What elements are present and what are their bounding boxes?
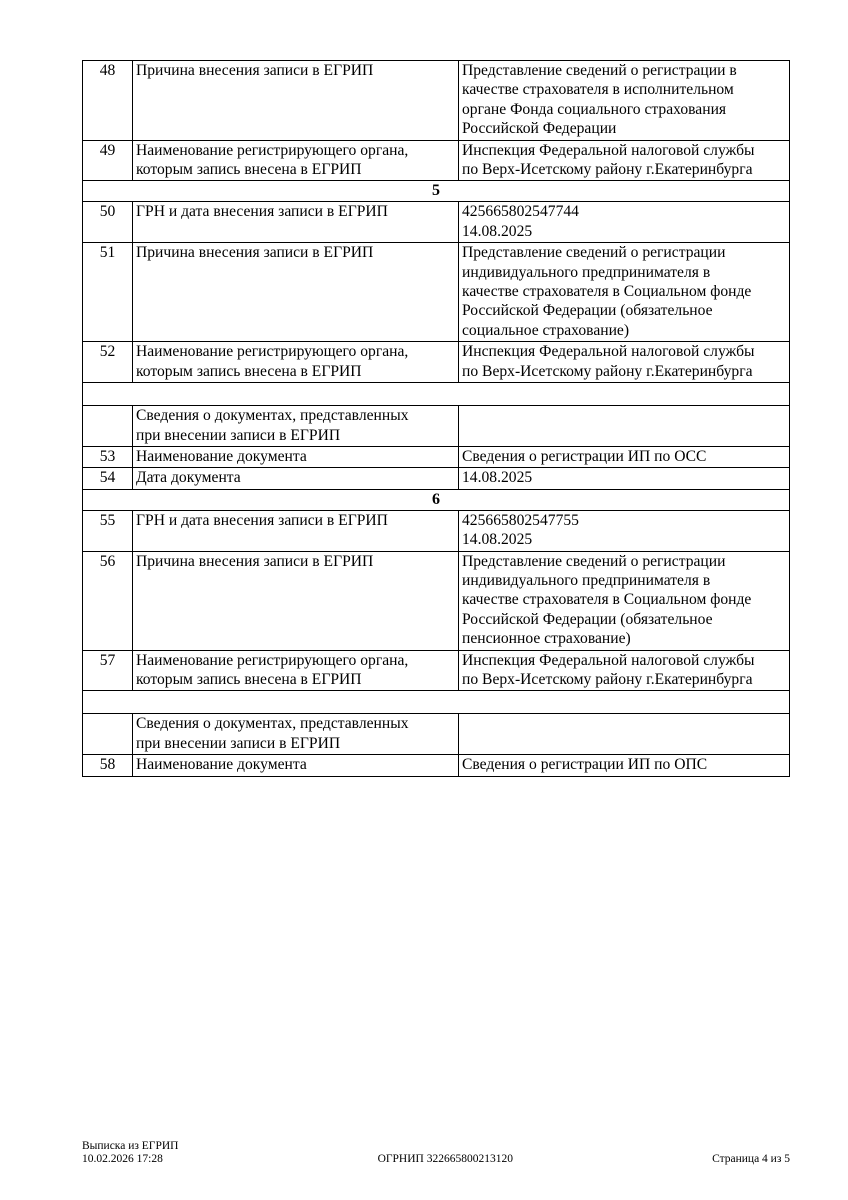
field-label-line: Наименование документа [136, 756, 307, 774]
table-row-record-49 [83, 140, 790, 181]
field-value-line: Российской Федерации [462, 120, 617, 138]
field-label-line: Причина внесения записи в ЕГРИП [136, 244, 374, 262]
field-label-line: которым запись внесена в ЕГРИП [136, 161, 362, 179]
field-value-line: по Верх-Исетскому району г.Екатеринбурга [462, 161, 753, 179]
table-row-record-52 [83, 342, 790, 383]
table-row-section [83, 181, 790, 202]
spacer-cell [83, 691, 790, 714]
table-row-record-55 [83, 510, 790, 551]
field-label-line: при внесении записи в ЕГРИП [136, 426, 341, 444]
field-label-line: Сведения о документах, представленных [136, 715, 409, 733]
field-value-line: индивидуального предпринимателя в [462, 571, 711, 589]
field-value-line: пенсионное страхование) [462, 630, 631, 648]
row-number-cell [83, 714, 133, 755]
field-value-cell [459, 243, 790, 342]
field-value-line: 425665802547755 [462, 511, 579, 529]
field-value-line: 14.08.2025 [462, 531, 533, 549]
page-footer [82, 1140, 790, 1165]
field-label-line: Наименование регистрирующего органа, [136, 343, 409, 361]
section-number: 6 [83, 489, 790, 510]
field-value-line: Инспекция Федеральной налоговой службы [462, 343, 755, 361]
field-label-line: Наименование регистрирующего органа, [136, 141, 409, 159]
field-value-line: 14.08.2025 [462, 222, 533, 240]
field-label-line: которым запись внесена в ЕГРИП [136, 670, 362, 688]
footer-print-datetime: 10.02.2026 17:28 [82, 1152, 163, 1165]
spacer-cell [83, 383, 790, 406]
field-value-cell [459, 650, 790, 691]
row-number-cell: 57 [83, 650, 133, 691]
row-number-cell: 49 [83, 140, 133, 181]
section-number: 5 [83, 181, 790, 202]
field-value-cell [459, 140, 790, 181]
field-value-line: Российской Федерации (обязательное [462, 302, 713, 320]
field-value-line: по Верх-Исетскому району г.Екатеринбурга [462, 670, 753, 688]
table-row-spacer [83, 691, 790, 714]
field-value-cell [459, 202, 790, 243]
table-row-record-50 [83, 202, 790, 243]
field-value-cell [459, 446, 790, 467]
field-value-line: Представление сведений о регистрации [462, 552, 726, 570]
field-value-line: качестве страхователя в исполнительном [462, 81, 734, 99]
row-number-cell: 53 [83, 446, 133, 467]
field-value-cell [459, 510, 790, 551]
field-label-line: Причина внесения записи в ЕГРИП [136, 62, 374, 79]
field-label-cell [133, 406, 459, 447]
footer-doc-type: Выписка из ЕГРИП [82, 1140, 179, 1152]
row-number-cell: 55 [83, 510, 133, 551]
field-label-cell [133, 650, 459, 691]
row-number-cell: 56 [83, 551, 133, 650]
table-row-subheader [83, 714, 790, 755]
row-number-cell: 50 [83, 202, 133, 243]
field-value-line: Сведения о регистрации ИП по ОПС [462, 756, 708, 774]
field-value-line: 14.08.2025 [462, 469, 533, 487]
field-label-line: ГРН и дата внесения записи в ЕГРИП [136, 511, 388, 529]
field-value-cell [459, 406, 790, 447]
field-label-cell [133, 61, 459, 141]
footer-ogrnip: ОГРНИП 322665800213120 [377, 1152, 513, 1165]
table-row-record-51 [83, 243, 790, 342]
field-value-line: Инспекция Федеральной налоговой службы [462, 651, 755, 669]
field-value-line: Инспекция Федеральной налоговой службы [462, 141, 755, 159]
table-row-record-57 [83, 650, 790, 691]
table-row-spacer [83, 383, 790, 406]
field-label-line: Наименование документа [136, 447, 307, 465]
footer-left-block [82, 1140, 178, 1165]
field-value-line: по Верх-Исетскому району г.Екатеринбурга [462, 362, 753, 380]
egrip-records-table [82, 60, 790, 777]
field-value-cell [459, 342, 790, 383]
row-number-cell: 51 [83, 243, 133, 342]
field-value-cell [459, 755, 790, 776]
table-row-record-54 [83, 468, 790, 489]
field-value-line: Представление сведений о регистрации в [462, 62, 737, 79]
field-label-line: Причина внесения записи в ЕГРИП [136, 552, 374, 570]
table-row-record-58 [83, 755, 790, 776]
field-value-cell [459, 551, 790, 650]
field-label-line: Дата документа [136, 469, 241, 487]
field-label-cell [133, 714, 459, 755]
table-row-record-48 [83, 61, 790, 141]
table-row-record-56 [83, 551, 790, 650]
field-value-line: качестве страхователя в Социальном фонде [462, 283, 752, 301]
field-label-cell [133, 468, 459, 489]
field-value-line: Представление сведений о регистрации [462, 244, 726, 262]
field-value-line: социальное страхование) [462, 321, 630, 339]
field-label-cell [133, 551, 459, 650]
field-label-line: которым запись внесена в ЕГРИП [136, 362, 362, 380]
row-number-cell [83, 406, 133, 447]
footer-page-number: Страница 4 из 5 [712, 1152, 790, 1165]
field-label-line: Сведения о документах, представленных [136, 407, 409, 425]
field-value-cell [459, 714, 790, 755]
field-label-cell [133, 755, 459, 776]
row-number-cell: 54 [83, 468, 133, 489]
field-value-line: качестве страхователя в Социальном фонде [462, 591, 752, 609]
field-label-line: Наименование регистрирующего органа, [136, 651, 409, 669]
field-label-cell [133, 446, 459, 467]
table-row-subheader [83, 406, 790, 447]
field-label-line: ГРН и дата внесения записи в ЕГРИП [136, 203, 388, 221]
table-row-record-53 [83, 446, 790, 467]
field-value-line: 425665802547744 [462, 203, 579, 221]
field-label-cell [133, 140, 459, 181]
field-label-cell [133, 342, 459, 383]
field-value-line: Российской Федерации (обязательное [462, 610, 713, 628]
field-label-cell [133, 510, 459, 551]
field-label-line: при внесении записи в ЕГРИП [136, 734, 341, 752]
field-label-cell [133, 243, 459, 342]
field-label-cell [133, 202, 459, 243]
table-row-section [83, 489, 790, 510]
row-number-cell: 58 [83, 755, 133, 776]
field-value-cell [459, 468, 790, 489]
field-value-line: органе Фонда социального страхования [462, 100, 727, 118]
row-number-cell: 48 [83, 61, 133, 141]
field-value-cell [459, 61, 790, 141]
field-value-line: индивидуального предпринимателя в [462, 263, 711, 281]
row-number-cell: 52 [83, 342, 133, 383]
field-value-line: Сведения о регистрации ИП по ОСС [462, 447, 707, 465]
